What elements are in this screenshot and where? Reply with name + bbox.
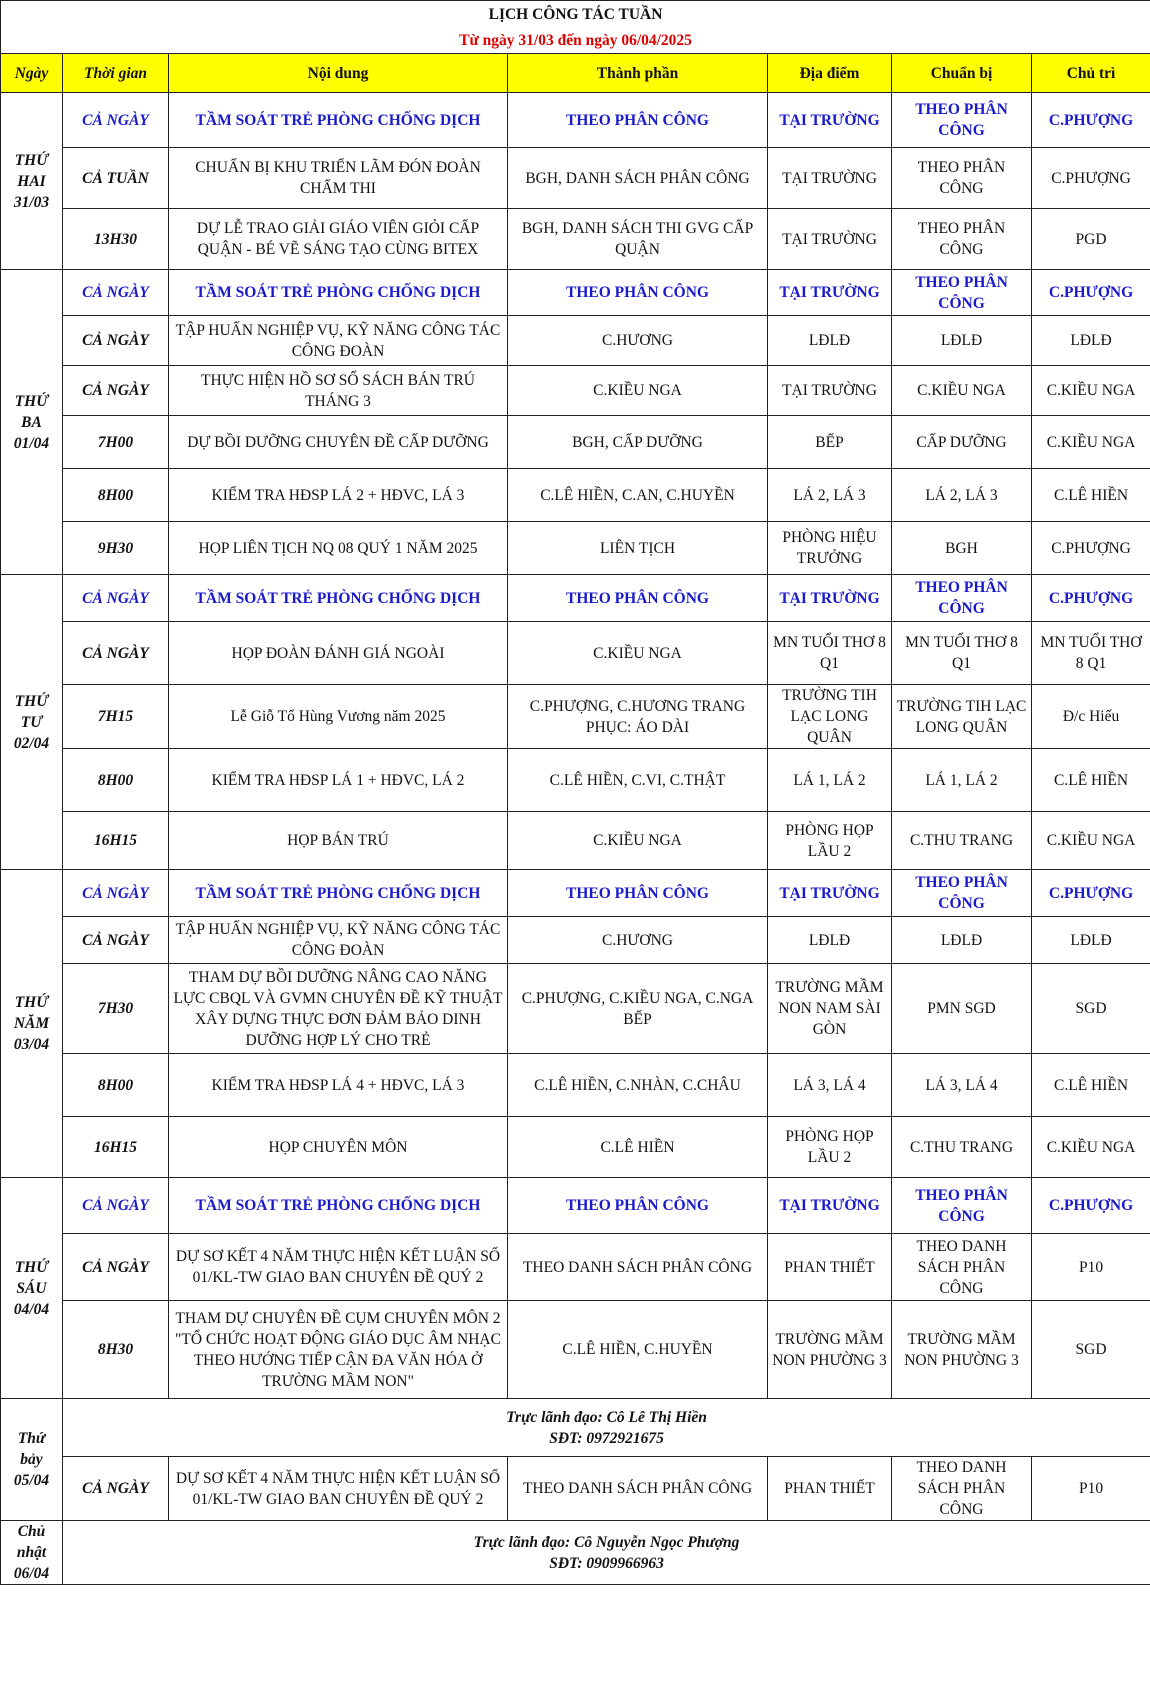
cell-prep: LÁ 1, LÁ 2 [892, 749, 1032, 812]
cell-place: TRƯỜNG MẦM NON PHƯỜNG 3 [768, 1301, 892, 1399]
cell-members: THEO PHÂN CÔNG [508, 1178, 768, 1234]
duty-info [63, 1399, 1150, 1457]
cell-prep: LĐLĐ [892, 316, 1032, 366]
cell-place: PHAN THIẾT [768, 1457, 892, 1521]
cell-content: DỰ SƠ KẾT 4 NĂM THỰC HIỆN KẾT LUẬN SỐ 01/KL-TW GIAO BAN CHUYÊN ĐỀ QUÝ 2 [169, 1234, 508, 1301]
cell-place: LÁ 3, LÁ 4 [768, 1054, 892, 1117]
cell-place: PHÒNG HIỆU TRƯỞNG [768, 522, 892, 575]
cell-time: CẢ NGÀY [63, 870, 169, 917]
schedule-row [1, 812, 1150, 870]
cell-members: THEO PHÂN CÔNG [508, 575, 768, 622]
cell-host: P10 [1032, 1234, 1150, 1301]
cell-host: SGD [1032, 1301, 1150, 1399]
cell-content: DỰ SƠ KẾT 4 NĂM THỰC HIỆN KẾT LUẬN SỐ 01/KL-TW GIAO BAN CHUYÊN ĐỀ QUÝ 2 [169, 1457, 508, 1521]
cell-members: C.HƯƠNG [508, 917, 768, 964]
schedule-row [1, 416, 1150, 469]
cell-host: C.LÊ HIỀN [1032, 469, 1150, 522]
day-label: THỨ TƯ 02/04 [1, 575, 63, 870]
cell-content: Lễ Giỗ Tổ Hùng Vương năm 2025 [169, 685, 508, 749]
cell-time: 16H15 [63, 812, 169, 870]
cell-content: TẦM SOÁT TRẺ PHÒNG CHỐNG DỊCH [169, 870, 508, 917]
cell-time: CẢ NGÀY [63, 917, 169, 964]
cell-time: CẢ NGÀY [63, 316, 169, 366]
cell-members: C.LÊ HIỀN, C.VI, C.THẬT [508, 749, 768, 812]
schedule-row [1, 917, 1150, 964]
cell-members: C.PHƯỢNG, C.KIỀU NGA, C.NGA BẾP [508, 964, 768, 1054]
date-range: Từ ngày 31/03 đến ngày 06/04/2025 [1, 27, 1150, 54]
cell-prep: THEO DANH SÁCH PHÂN CÔNG [892, 1457, 1032, 1521]
cell-place: TẠI TRƯỜNG [768, 366, 892, 416]
cell-place: TRƯỜNG TIH LẠC LONG QUÂN [768, 685, 892, 749]
schedule-row [1, 366, 1150, 416]
cell-host: C.KIỀU NGA [1032, 812, 1150, 870]
page-title: LỊCH CÔNG TÁC TUẦN [1, 1, 1150, 28]
column-header-row [1, 54, 1150, 93]
cell-members: C.KIỀU NGA [508, 622, 768, 685]
cell-members: C.PHƯỢNG, C.HƯƠNG TRANG PHỤC: ÁO DÀI [508, 685, 768, 749]
schedule-row [1, 270, 1150, 316]
cell-prep: C.KIỀU NGA [892, 366, 1032, 416]
cell-time: 8H00 [63, 749, 169, 812]
schedule-row [1, 209, 1150, 270]
cell-prep: THEO PHÂN CÔNG [892, 93, 1032, 148]
schedule-row [1, 316, 1150, 366]
schedule-row [1, 622, 1150, 685]
cell-time: CẢ NGÀY [63, 1234, 169, 1301]
cell-host: C.PHƯỢNG [1032, 1178, 1150, 1234]
cell-place: TẠI TRƯỜNG [768, 1178, 892, 1234]
cell-time: CẢ NGÀY [63, 622, 169, 685]
cell-host: C.PHƯỢNG [1032, 148, 1150, 209]
cell-time: 7H00 [63, 416, 169, 469]
cell-members: THEO PHÂN CÔNG [508, 870, 768, 917]
cell-content: TẦM SOÁT TRẺ PHÒNG CHỐNG DỊCH [169, 1178, 508, 1234]
col-header-members: Thành phần [508, 54, 768, 93]
cell-content: KIỂM TRA HĐSP LÁ 4 + HĐVC, LÁ 3 [169, 1054, 508, 1117]
schedule-row [1, 469, 1150, 522]
cell-host: C.KIỀU NGA [1032, 416, 1150, 469]
cell-place: MN TUỔI THƠ 8 Q1 [768, 622, 892, 685]
cell-members: THEO DANH SÁCH PHÂN CÔNG [508, 1457, 768, 1521]
cell-place: LÁ 2, LÁ 3 [768, 469, 892, 522]
duty-info [63, 1521, 1150, 1585]
cell-prep: THEO PHÂN CÔNG [892, 148, 1032, 209]
cell-prep: THEO PHÂN CÔNG [892, 1178, 1032, 1234]
cell-prep: C.THU TRANG [892, 1117, 1032, 1178]
schedule-row [1, 93, 1150, 148]
cell-prep: THEO PHÂN CÔNG [892, 575, 1032, 622]
schedule-row [1, 1054, 1150, 1117]
cell-members: C.LÊ HIỀN, C.AN, C.HUYỀN [508, 469, 768, 522]
cell-time: 8H00 [63, 469, 169, 522]
cell-place: PHÒNG HỌP LẦU 2 [768, 1117, 892, 1178]
cell-time: CẢ TUẦN [63, 148, 169, 209]
cell-place: LĐLĐ [768, 316, 892, 366]
cell-place: TẠI TRƯỜNG [768, 148, 892, 209]
col-header-time: Thời gian [63, 54, 169, 93]
cell-content: HỌP BÁN TRÚ [169, 812, 508, 870]
cell-content: THỰC HIỆN HỒ SƠ SỔ SÁCH BÁN TRÚ THÁNG 3 [169, 366, 508, 416]
cell-time: 7H30 [63, 964, 169, 1054]
cell-host: Đ/c Hiếu [1032, 685, 1150, 749]
day-label: Chủ nhật 06/04 [1, 1521, 63, 1585]
cell-host: LĐLĐ [1032, 917, 1150, 964]
cell-content: TẬP HUẤN NGHIỆP VỤ, KỸ NĂNG CÔNG TÁC CÔNG ĐOÀN [169, 917, 508, 964]
cell-place: LĐLĐ [768, 917, 892, 964]
schedule-row [1, 685, 1150, 749]
cell-content: THAM DỰ BỒI DƯỠNG NÂNG CAO NĂNG LỰC CBQL VÀ GVMN CHUYÊN ĐỀ KỸ THUẬT XÂY DỰNG THỰC ĐƠN ĐẢM BẢO DINH DƯỠNG HỢP LÝ CHO TRẺ [169, 964, 508, 1054]
schedule-row [1, 148, 1150, 209]
cell-place: TẠI TRƯỜNG [768, 575, 892, 622]
cell-host: P10 [1032, 1457, 1150, 1521]
cell-time: 9H30 [63, 522, 169, 575]
schedule-row [1, 1234, 1150, 1301]
cell-time: CẢ NGÀY [63, 270, 169, 316]
cell-content: HỌP CHUYÊN MÔN [169, 1117, 508, 1178]
cell-members: C.LÊ HIỀN, C.NHÀN, C.CHÂU [508, 1054, 768, 1117]
cell-time: CẢ NGÀY [63, 1178, 169, 1234]
cell-prep: THEO PHÂN CÔNG [892, 870, 1032, 917]
cell-prep: MN TUỔI THƠ 8 Q1 [892, 622, 1032, 685]
cell-prep: CẤP DƯỠNG [892, 416, 1032, 469]
col-header-day: Ngày [1, 54, 63, 93]
cell-place: LÁ 1, LÁ 2 [768, 749, 892, 812]
cell-place: TẠI TRƯỜNG [768, 209, 892, 270]
col-header-host: Chủ trì [1032, 54, 1150, 93]
cell-content: TẬP HUẤN NGHIỆP VỤ, KỸ NĂNG CÔNG TÁC CÔNG ĐOÀN [169, 316, 508, 366]
cell-prep: LÁ 3, LÁ 4 [892, 1054, 1032, 1117]
cell-time: 16H15 [63, 1117, 169, 1178]
schedule-row [1, 749, 1150, 812]
cell-members: C.KIỀU NGA [508, 366, 768, 416]
cell-host: C.LÊ HIỀN [1032, 1054, 1150, 1117]
cell-place: TẠI TRƯỜNG [768, 270, 892, 316]
cell-content: TẦM SOÁT TRẺ PHÒNG CHỐNG DỊCH [169, 575, 508, 622]
duty-phone: SĐT: 0972921675 [549, 1429, 664, 1447]
duty-phone: SĐT: 0909966963 [549, 1554, 664, 1572]
schedule-row [1, 1117, 1150, 1178]
cell-host: LĐLĐ [1032, 316, 1150, 366]
cell-content: THAM DỰ CHUYÊN ĐỀ CỤM CHUYÊN MÔN 2 "TỔ CHỨC HOẠT ĐỘNG GIÁO DỤC ÂM NHẠC THEO HƯỚNG TIẾP CẬN ĐA VĂN HÓA Ở TRƯỜNG MẦM NON" [169, 1301, 508, 1399]
cell-members: BGH, DANH SÁCH THI GVG CẤP QUẬN [508, 209, 768, 270]
cell-host: C.PHƯỢNG [1032, 270, 1150, 316]
cell-content: KIỂM TRA HĐSP LÁ 2 + HĐVC, LÁ 3 [169, 469, 508, 522]
cell-host: C.PHƯỢNG [1032, 522, 1150, 575]
cell-host: C.KIỀU NGA [1032, 1117, 1150, 1178]
cell-members: C.LÊ HIỀN [508, 1117, 768, 1178]
cell-content: TẦM SOÁT TRẺ PHÒNG CHỐNG DỊCH [169, 270, 508, 316]
cell-prep: TRƯỜNG TIH LẠC LONG QUÂN [892, 685, 1032, 749]
cell-prep: THEO PHÂN CÔNG [892, 270, 1032, 316]
cell-content: TẦM SOÁT TRẺ PHÒNG CHỐNG DỊCH [169, 93, 508, 148]
cell-time: 7H15 [63, 685, 169, 749]
cell-members: C.HƯƠNG [508, 316, 768, 366]
col-header-content: Nội dung [169, 54, 508, 93]
cell-time: 13H30 [63, 209, 169, 270]
cell-place: PHAN THIẾT [768, 1234, 892, 1301]
cell-members: THEO DANH SÁCH PHÂN CÔNG [508, 1234, 768, 1301]
cell-members: LIÊN TỊCH [508, 522, 768, 575]
cell-prep: THEO DANH SÁCH PHÂN CÔNG [892, 1234, 1032, 1301]
cell-place: TẠI TRƯỜNG [768, 870, 892, 917]
cell-place: BẾP [768, 416, 892, 469]
cell-content: DỰ LỄ TRAO GIẢI GIÁO VIÊN GIỎI CẤP QUẬN - BÉ VẼ SÁNG TẠO CÙNG BITEX [169, 209, 508, 270]
cell-host: C.LÊ HIỀN [1032, 749, 1150, 812]
cell-host: SGD [1032, 964, 1150, 1054]
cell-members: THEO PHÂN CÔNG [508, 270, 768, 316]
cell-time: 8H30 [63, 1301, 169, 1399]
cell-prep: THEO PHÂN CÔNG [892, 209, 1032, 270]
duty-leader: Trực lãnh đạo: Cô Lê Thị Hiền [506, 1408, 707, 1426]
cell-content: HỌP LIÊN TỊCH NQ 08 QUÝ 1 NĂM 2025 [169, 522, 508, 575]
day-label: THỨ SÁU 04/04 [1, 1178, 63, 1399]
cell-content: KIỂM TRA HĐSP LÁ 1 + HĐVC, LÁ 2 [169, 749, 508, 812]
cell-members: BGH, DANH SÁCH PHÂN CÔNG [508, 148, 768, 209]
cell-place: PHÒNG HỌP LẦU 2 [768, 812, 892, 870]
sunday-duty-row [1, 1521, 1150, 1585]
cell-prep: LĐLĐ [892, 917, 1032, 964]
col-header-place: Địa điểm [768, 54, 892, 93]
schedule-row [1, 1178, 1150, 1234]
cell-members: THEO PHÂN CÔNG [508, 93, 768, 148]
day-label: THỨ BA 01/04 [1, 270, 63, 575]
cell-content: DỰ BỒI DƯỠNG CHUYÊN ĐỀ CẤP DƯỠNG [169, 416, 508, 469]
cell-prep: TRƯỜNG MẦM NON PHƯỜNG 3 [892, 1301, 1032, 1399]
cell-host: C.KIỀU NGA [1032, 366, 1150, 416]
cell-prep: LÁ 2, LÁ 3 [892, 469, 1032, 522]
cell-content: CHUẨN BỊ KHU TRIỂN LÃM ĐÓN ĐOÀN CHẤM THI [169, 148, 508, 209]
schedule-row [1, 964, 1150, 1054]
cell-place: TRƯỜNG MẦM NON NAM SÀI GÒN [768, 964, 892, 1054]
cell-place: TẠI TRƯỜNG [768, 93, 892, 148]
duty-leader: Trực lãnh đạo: Cô Nguyễn Ngọc Phượng [473, 1533, 740, 1551]
saturday-duty-row [1, 1399, 1150, 1457]
day-label: THỨ HAI 31/03 [1, 93, 63, 270]
cell-host: C.PHƯỢNG [1032, 870, 1150, 917]
cell-time: CẢ NGÀY [63, 1457, 169, 1521]
cell-host: C.PHƯỢNG [1032, 575, 1150, 622]
cell-time: CẢ NGÀY [63, 575, 169, 622]
cell-members: C.LÊ HIỀN, C.HUYỀN [508, 1301, 768, 1399]
cell-prep: PMN SGD [892, 964, 1032, 1054]
cell-time: CẢ NGÀY [63, 366, 169, 416]
day-label: THỨ NĂM 03/04 [1, 870, 63, 1178]
cell-content: HỌP ĐOÀN ĐÁNH GIÁ NGOÀI [169, 622, 508, 685]
cell-prep: BGH [892, 522, 1032, 575]
cell-prep: C.THU TRANG [892, 812, 1032, 870]
schedule-row [1, 870, 1150, 917]
schedule-row [1, 1457, 1150, 1521]
cell-members: C.KIỀU NGA [508, 812, 768, 870]
col-header-prep: Chuẩn bị [892, 54, 1032, 93]
cell-time: CẢ NGÀY [63, 93, 169, 148]
day-label: Thứ bảy 05/04 [1, 1399, 63, 1521]
cell-host: PGD [1032, 209, 1150, 270]
cell-host: MN TUỔI THƠ 8 Q1 [1032, 622, 1150, 685]
schedule-row [1, 575, 1150, 622]
cell-members: BGH, CẤP DƯỠNG [508, 416, 768, 469]
cell-host: C.PHƯỢNG [1032, 93, 1150, 148]
schedule-row [1, 1301, 1150, 1399]
cell-time: 8H00 [63, 1054, 169, 1117]
schedule-row [1, 522, 1150, 575]
